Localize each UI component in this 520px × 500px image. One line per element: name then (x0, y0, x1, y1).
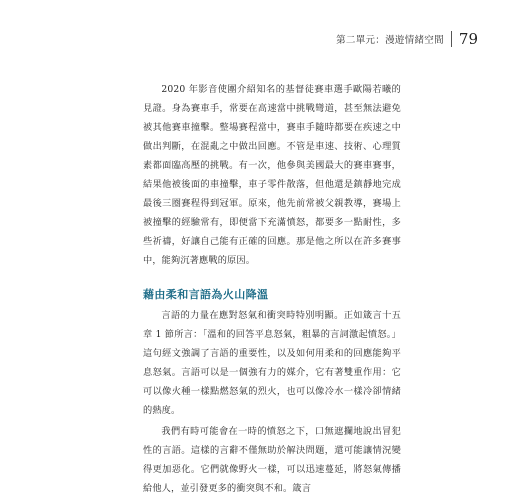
paragraph-proverbs-intro: 言語的力量在應對怒氣和衝突時特別明顯。正如箴言十五章 1 節所言： (143, 310, 401, 340)
header-divider (451, 31, 452, 47)
chapter-title: 第二單元：漫遊情緒空間 (336, 35, 444, 46)
page-number: 79 (458, 30, 478, 48)
scripture-quote: 「溫和的回答平息怒氣，粗暴的言詞激起憤怒。」 (202, 329, 401, 340)
paragraph-proverbs (143, 306, 401, 420)
paragraph-testimony: 2020 年影音使團介紹知名的基督徒賽車選手歐陽若曦的見證。身為賽車手，常要在高速當中挑戰彎道，甚至無法避免被其他賽車撞擊。整場賽程當中，賽車手隨時都要在疾速之中做出判斷，在混亂之中做出回應。不管是車速、技術、心理質素都面臨高壓的挑戰。有一次，他參與美國最大的賽車賽事，結果他被後面的車撞擊，車子零件散落，但他還是鎮靜地完成最後三圈賽程得到冠軍。原來，他先前常被父親教導，賽場上被撞擊的經驗常有，即便當下充滿憤怒，都要多一點耐性，多些祈禱，好讓自己能有正確的回應。那是他之所以在許多賽事中，能夠沉著應戰的原因。 (143, 84, 401, 266)
paragraph-proverbs-rest: 這句經文強調了言語的重要性，以及如何用柔和的回應能夠平息怒氣。言語可以是一個強有力的媒介，它有著雙重作用：它可以像火種一樣點燃怒氣的烈火，也可以像冷水一樣冷卻情緒的熱度。 (143, 348, 401, 416)
paragraph-offensive-words: 我們有時可能會在一時的憤怒之下，口無遮攔地說出冒犯性的言語。這樣的言辭不僅無助於解決問題，還可能讓情況變得更加惡化。它們就像野火一樣，可以迅速蔓延，將怒氣傳播給他人，並引發更多的衝突與不和。箴言 (143, 426, 401, 494)
section-heading: 藉由柔和言語為火山降溫 (143, 288, 269, 301)
body-text (143, 80, 401, 498)
running-header (336, 28, 478, 50)
